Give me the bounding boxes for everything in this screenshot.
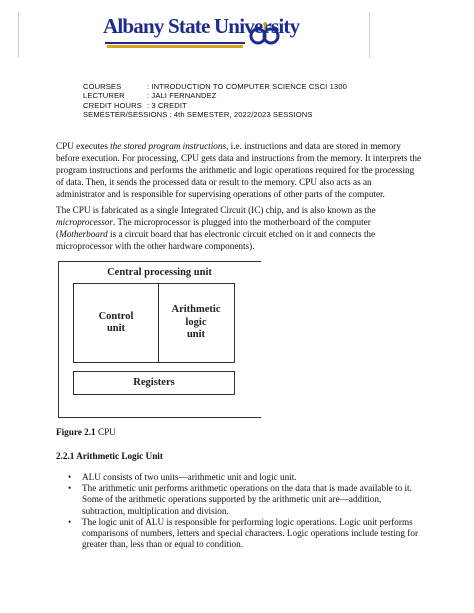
cpu-diagram — [58, 261, 261, 418]
header-label: LECTURER — [83, 91, 125, 101]
figure-number: Figure 2.1 — [56, 427, 96, 437]
figure-caption-text: CPU — [95, 427, 116, 437]
header-label: SEMESTER/SESSIONS — [83, 110, 168, 120]
control-unit-line2: unit — [106, 323, 126, 334]
header-label: COURSES — [83, 82, 122, 91]
para1-text-a: CPU executes — [56, 141, 111, 151]
para2-text-a: The CPU is fabricated as a single Integrated Circuit (IC) chip, and is also known as the — [56, 205, 376, 215]
list-item — [62, 483, 424, 517]
list-item — [62, 517, 424, 551]
alu-bullet-list — [62, 472, 424, 550]
para2-italic-microprocessor: microprocessor — [56, 216, 113, 227]
figure-caption — [56, 427, 116, 437]
control-unit-box — [73, 283, 159, 363]
bullet-text: ALU consists of two units—arithmetic unit and logic unit. — [82, 472, 297, 482]
logo-underline — [105, 42, 245, 44]
bullet-icon: • — [68, 472, 72, 482]
header-row-semester — [83, 110, 347, 119]
header-value: : JALI FERNANDEZ — [147, 91, 217, 101]
list-item — [62, 472, 424, 483]
university-logo — [103, 14, 300, 58]
alu-line2: logic — [185, 316, 207, 328]
bullet-icon: • — [68, 516, 72, 527]
header-row-lecturer — [83, 91, 347, 100]
para2-text-c: . The microprocessor is plugged into the motherboard of the computer ( — [56, 216, 371, 239]
header-row-credit-hours — [83, 101, 347, 110]
paragraph-cpu-executes — [56, 141, 422, 201]
logo-emblem-icon — [249, 20, 281, 46]
header-value: : INTRODUCTION TO COMPUTER SCIENCE CSCI 1300 — [147, 82, 347, 91]
alu-line1: Arithmetic — [171, 304, 221, 316]
header-value: : 3 CREDIT — [147, 100, 187, 110]
section-heading: 2.2.1 Arithmetic Logic Unit — [56, 451, 163, 461]
para2-text-e: is a circuit board that has electronic circuit etched on it and connects the microprocessor with the other hardware components). — [56, 228, 376, 251]
control-unit-line1: Control — [98, 310, 134, 322]
header-value: : 4th SEMESTER, 2022/2023 SESSIONS — [169, 110, 313, 120]
header-label: CREDIT HOURS — [83, 100, 142, 110]
bullet-text: The arithmetic unit performs arithmetic operations on the data that is made available to it. Some of the arithmetic operations supported by the arithmetic unit are—addition, subtraction, multiplication and division. — [82, 483, 412, 516]
cpu-diagram-title: Central processing unit — [107, 267, 212, 278]
registers-label: Registers — [133, 376, 175, 388]
para1-text-c: , i.e. instructions and data are stored in memory before execution. For processing, CPU gets data and instructions from the memory. It interprets the program instructions and performs the arithmetic and logic operations required for the processing of data. Then, it sends the processed data or result to the memory. CPU also acts as an administrator and is responsible for supervising operations of other parts of the computer. — [56, 141, 422, 199]
alu-box — [158, 283, 235, 363]
alu-line3: unit — [186, 329, 206, 341]
bullet-icon: • — [68, 483, 72, 494]
right-page-rule — [369, 12, 370, 58]
header-row-courses — [83, 82, 347, 91]
course-header — [83, 82, 347, 120]
bullet-text: The logic unit of ALU is responsible for performing logic operations. Logic unit performs comparisons of numbers, letters and special characters. Logic operations include testing for greater than, less than or equal to condition. — [82, 516, 418, 550]
paragraph-cpu-fabricated — [56, 205, 422, 253]
para1-italic: the stored program instructions — [110, 141, 227, 151]
para2-italic-motherboard: Motherboard — [59, 228, 108, 239]
logo-gold-bar — [107, 45, 243, 48]
logo-text: Albany State University — [103, 14, 300, 38]
left-page-rule — [18, 12, 19, 58]
registers-box — [73, 371, 235, 395]
